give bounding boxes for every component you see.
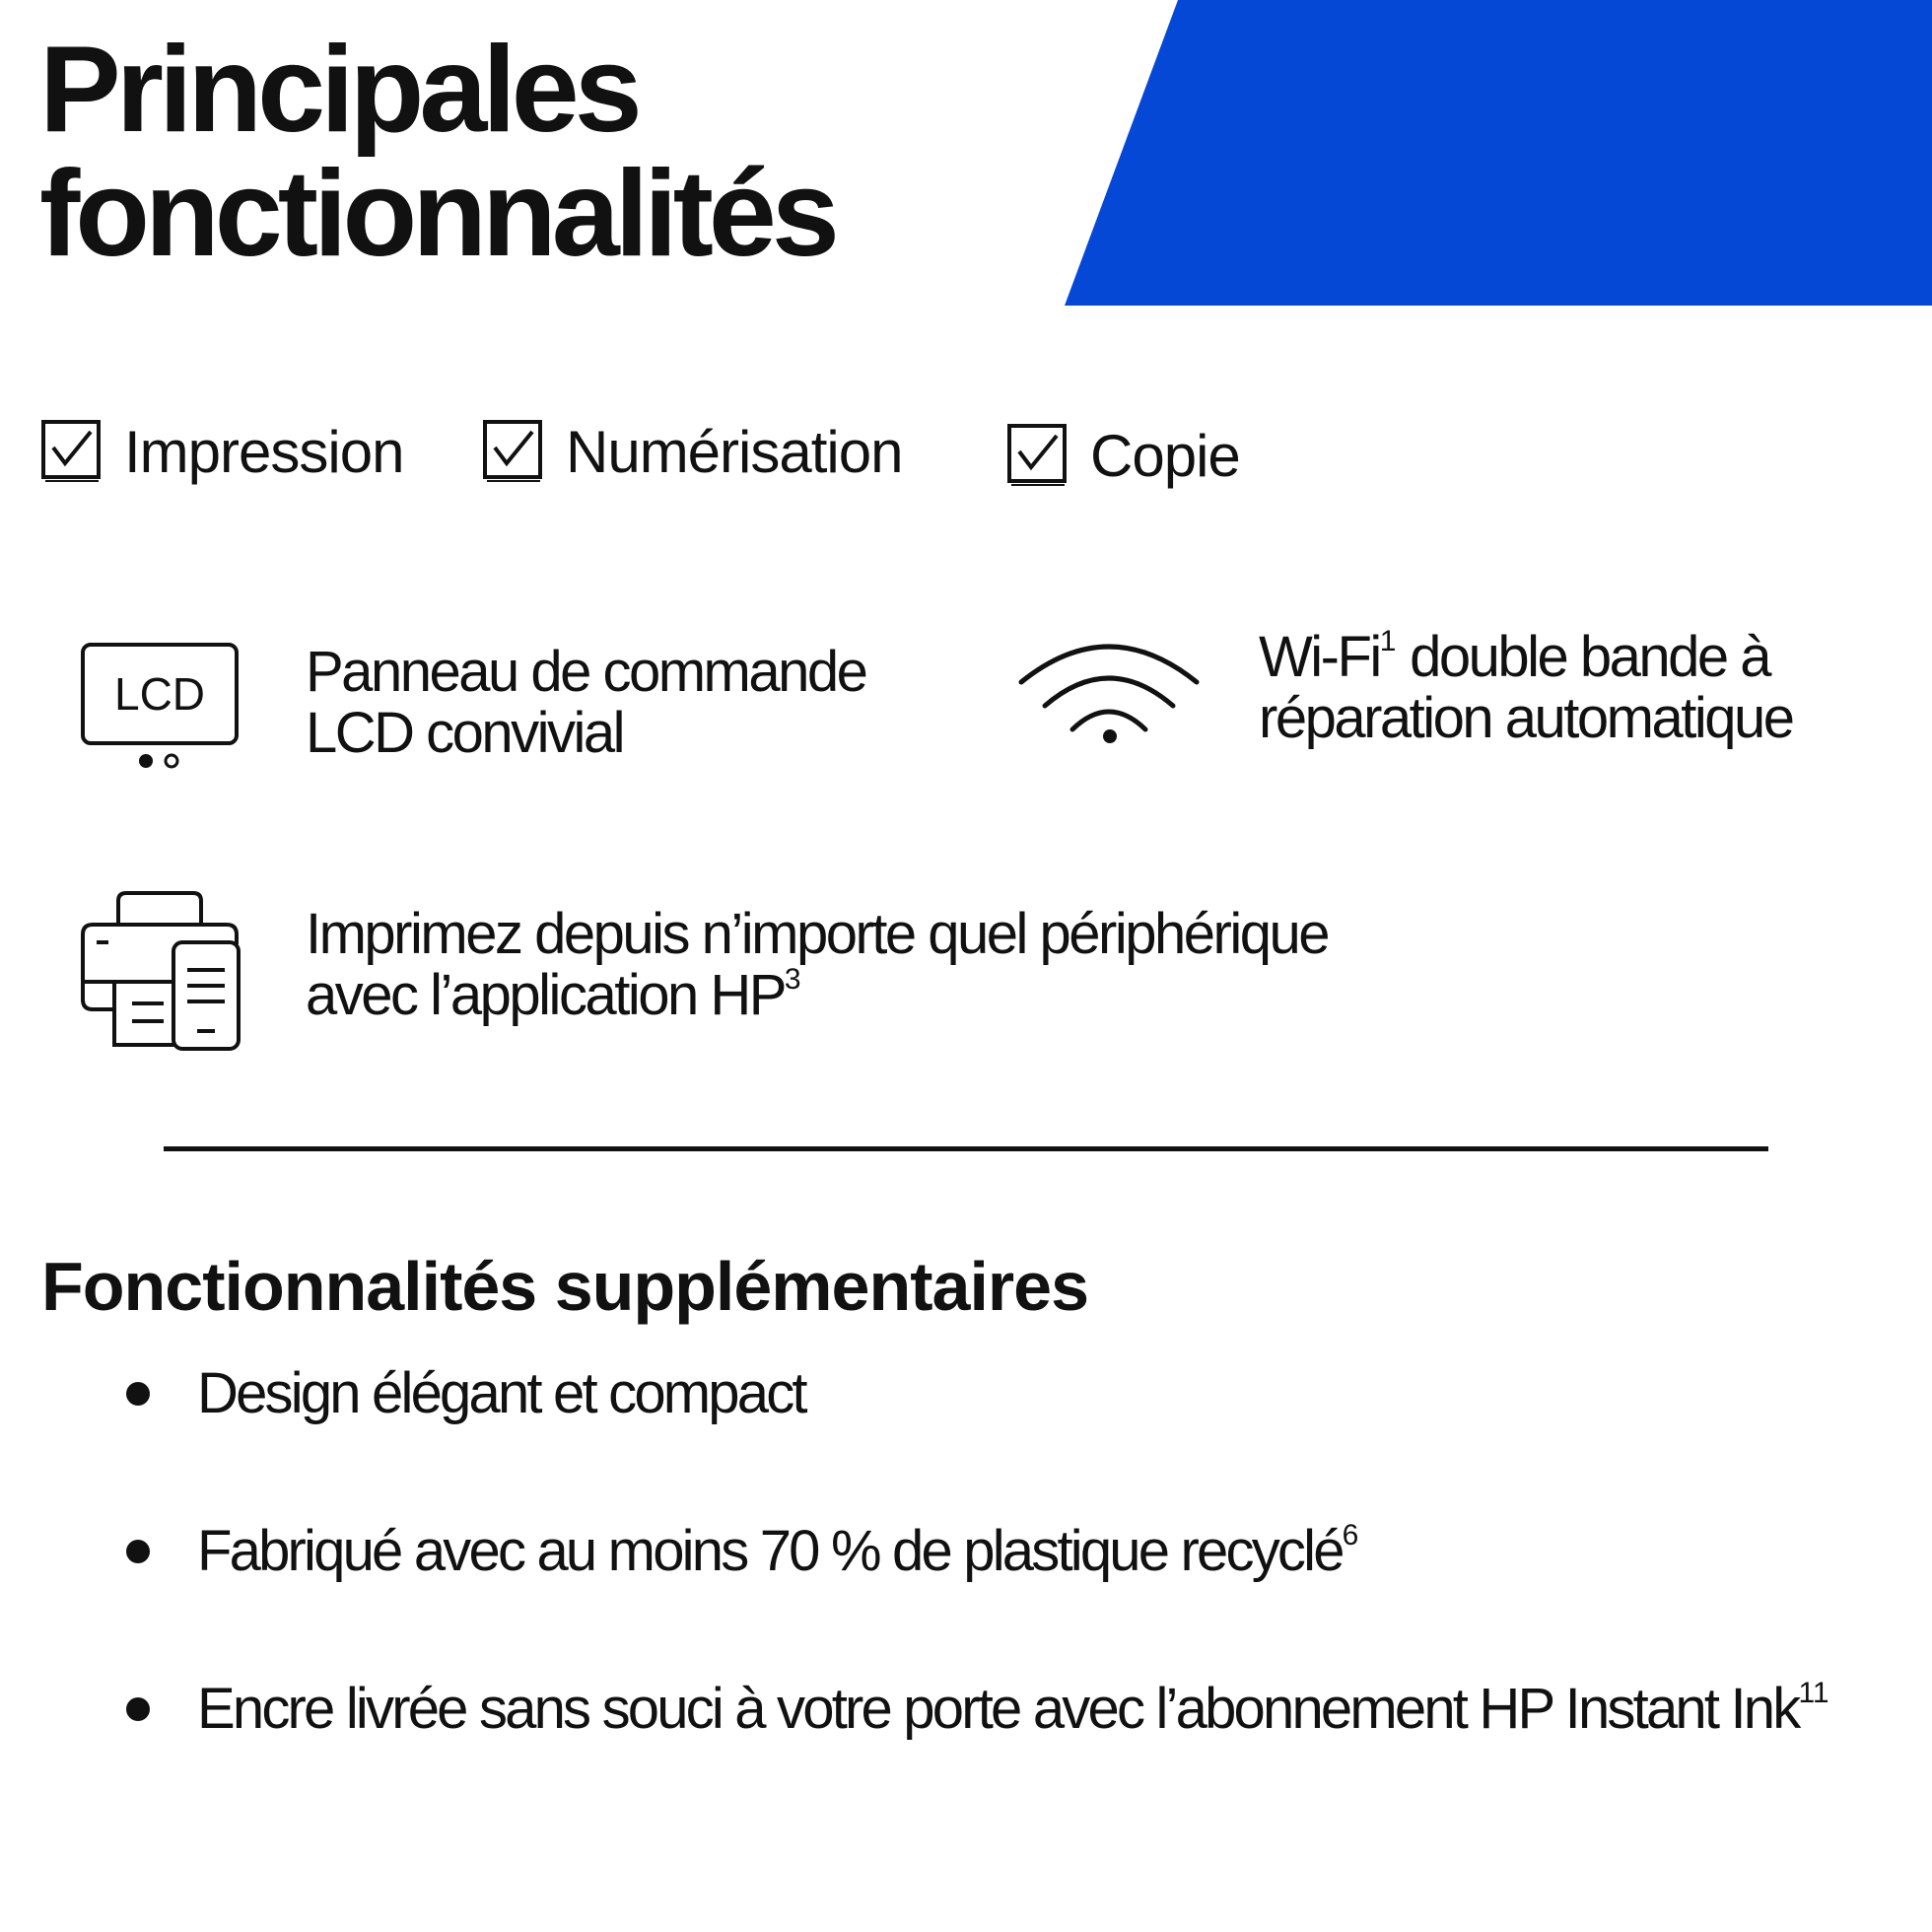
section-divider xyxy=(164,1146,1768,1151)
lcd-panel-icon xyxy=(79,641,242,775)
feature-print-line2 xyxy=(306,965,1328,1026)
list-item-text xyxy=(197,1676,1829,1742)
additional-features-title: Fonctionnalités supplémentaires xyxy=(41,1248,1088,1325)
feature-lcd-line2: LCD convivial xyxy=(306,701,624,765)
list-item-label: Encre livrée sans souci à votre porte avec l’abonnement HP Instant Ink xyxy=(197,1677,1799,1741)
checklist-label: Copie xyxy=(1090,423,1240,489)
page-title xyxy=(39,22,835,282)
footnote-ref: 11 xyxy=(1798,1677,1829,1709)
lcd-icon-text: LCD xyxy=(113,668,206,720)
feature-lcd-text xyxy=(306,642,865,764)
wifi-label: Wi-Fi xyxy=(1259,625,1380,689)
checkbox-checked-icon xyxy=(41,420,103,485)
footnote-ref: 6 xyxy=(1342,1519,1359,1552)
checklist-label: Numérisation xyxy=(566,419,903,485)
wifi-icon xyxy=(1015,631,1203,749)
feature-print-line2-text: avec l’application HP xyxy=(306,963,785,1027)
checkbox-checked-icon xyxy=(483,420,544,485)
title-line-1: Principales xyxy=(39,22,638,158)
list-item xyxy=(126,1676,1829,1742)
feature-wifi-line1 xyxy=(1259,627,1793,688)
feature-wifi-text xyxy=(1259,627,1793,749)
checklist-item-numerisation xyxy=(483,418,902,486)
checklist-label: Impression xyxy=(124,419,404,485)
feature-print-text xyxy=(306,904,1328,1026)
list-item-text xyxy=(197,1360,805,1426)
checkbox-checked-icon xyxy=(1007,424,1069,489)
checklist-item-impression xyxy=(41,418,403,486)
bullet-icon xyxy=(126,1382,150,1406)
footnote-ref: 3 xyxy=(784,963,801,996)
list-item-text xyxy=(197,1518,1358,1584)
wifi-line1-suffix: double bande à xyxy=(1396,625,1770,689)
list-item xyxy=(126,1518,1358,1584)
list-item-label: Design élégant et compact xyxy=(197,1361,805,1425)
checklist-item-copie xyxy=(1007,422,1240,490)
feature-wifi-line2: réparation automatique xyxy=(1259,686,1793,750)
feature-print-line1: Imprimez depuis n’importe quel périphérique xyxy=(306,902,1328,966)
feature-lcd-line1: Panneau de commande xyxy=(306,640,866,704)
list-item-label: Fabriqué avec au moins 70 % de plastique recyclé xyxy=(197,1519,1343,1583)
title-line-2: fonctionnalités xyxy=(39,146,835,282)
bullet-icon xyxy=(126,1540,150,1563)
list-item xyxy=(126,1360,805,1426)
footnote-ref: 1 xyxy=(1379,625,1397,657)
printer-mobile-icon xyxy=(79,887,242,1053)
bullet-icon xyxy=(126,1697,150,1721)
